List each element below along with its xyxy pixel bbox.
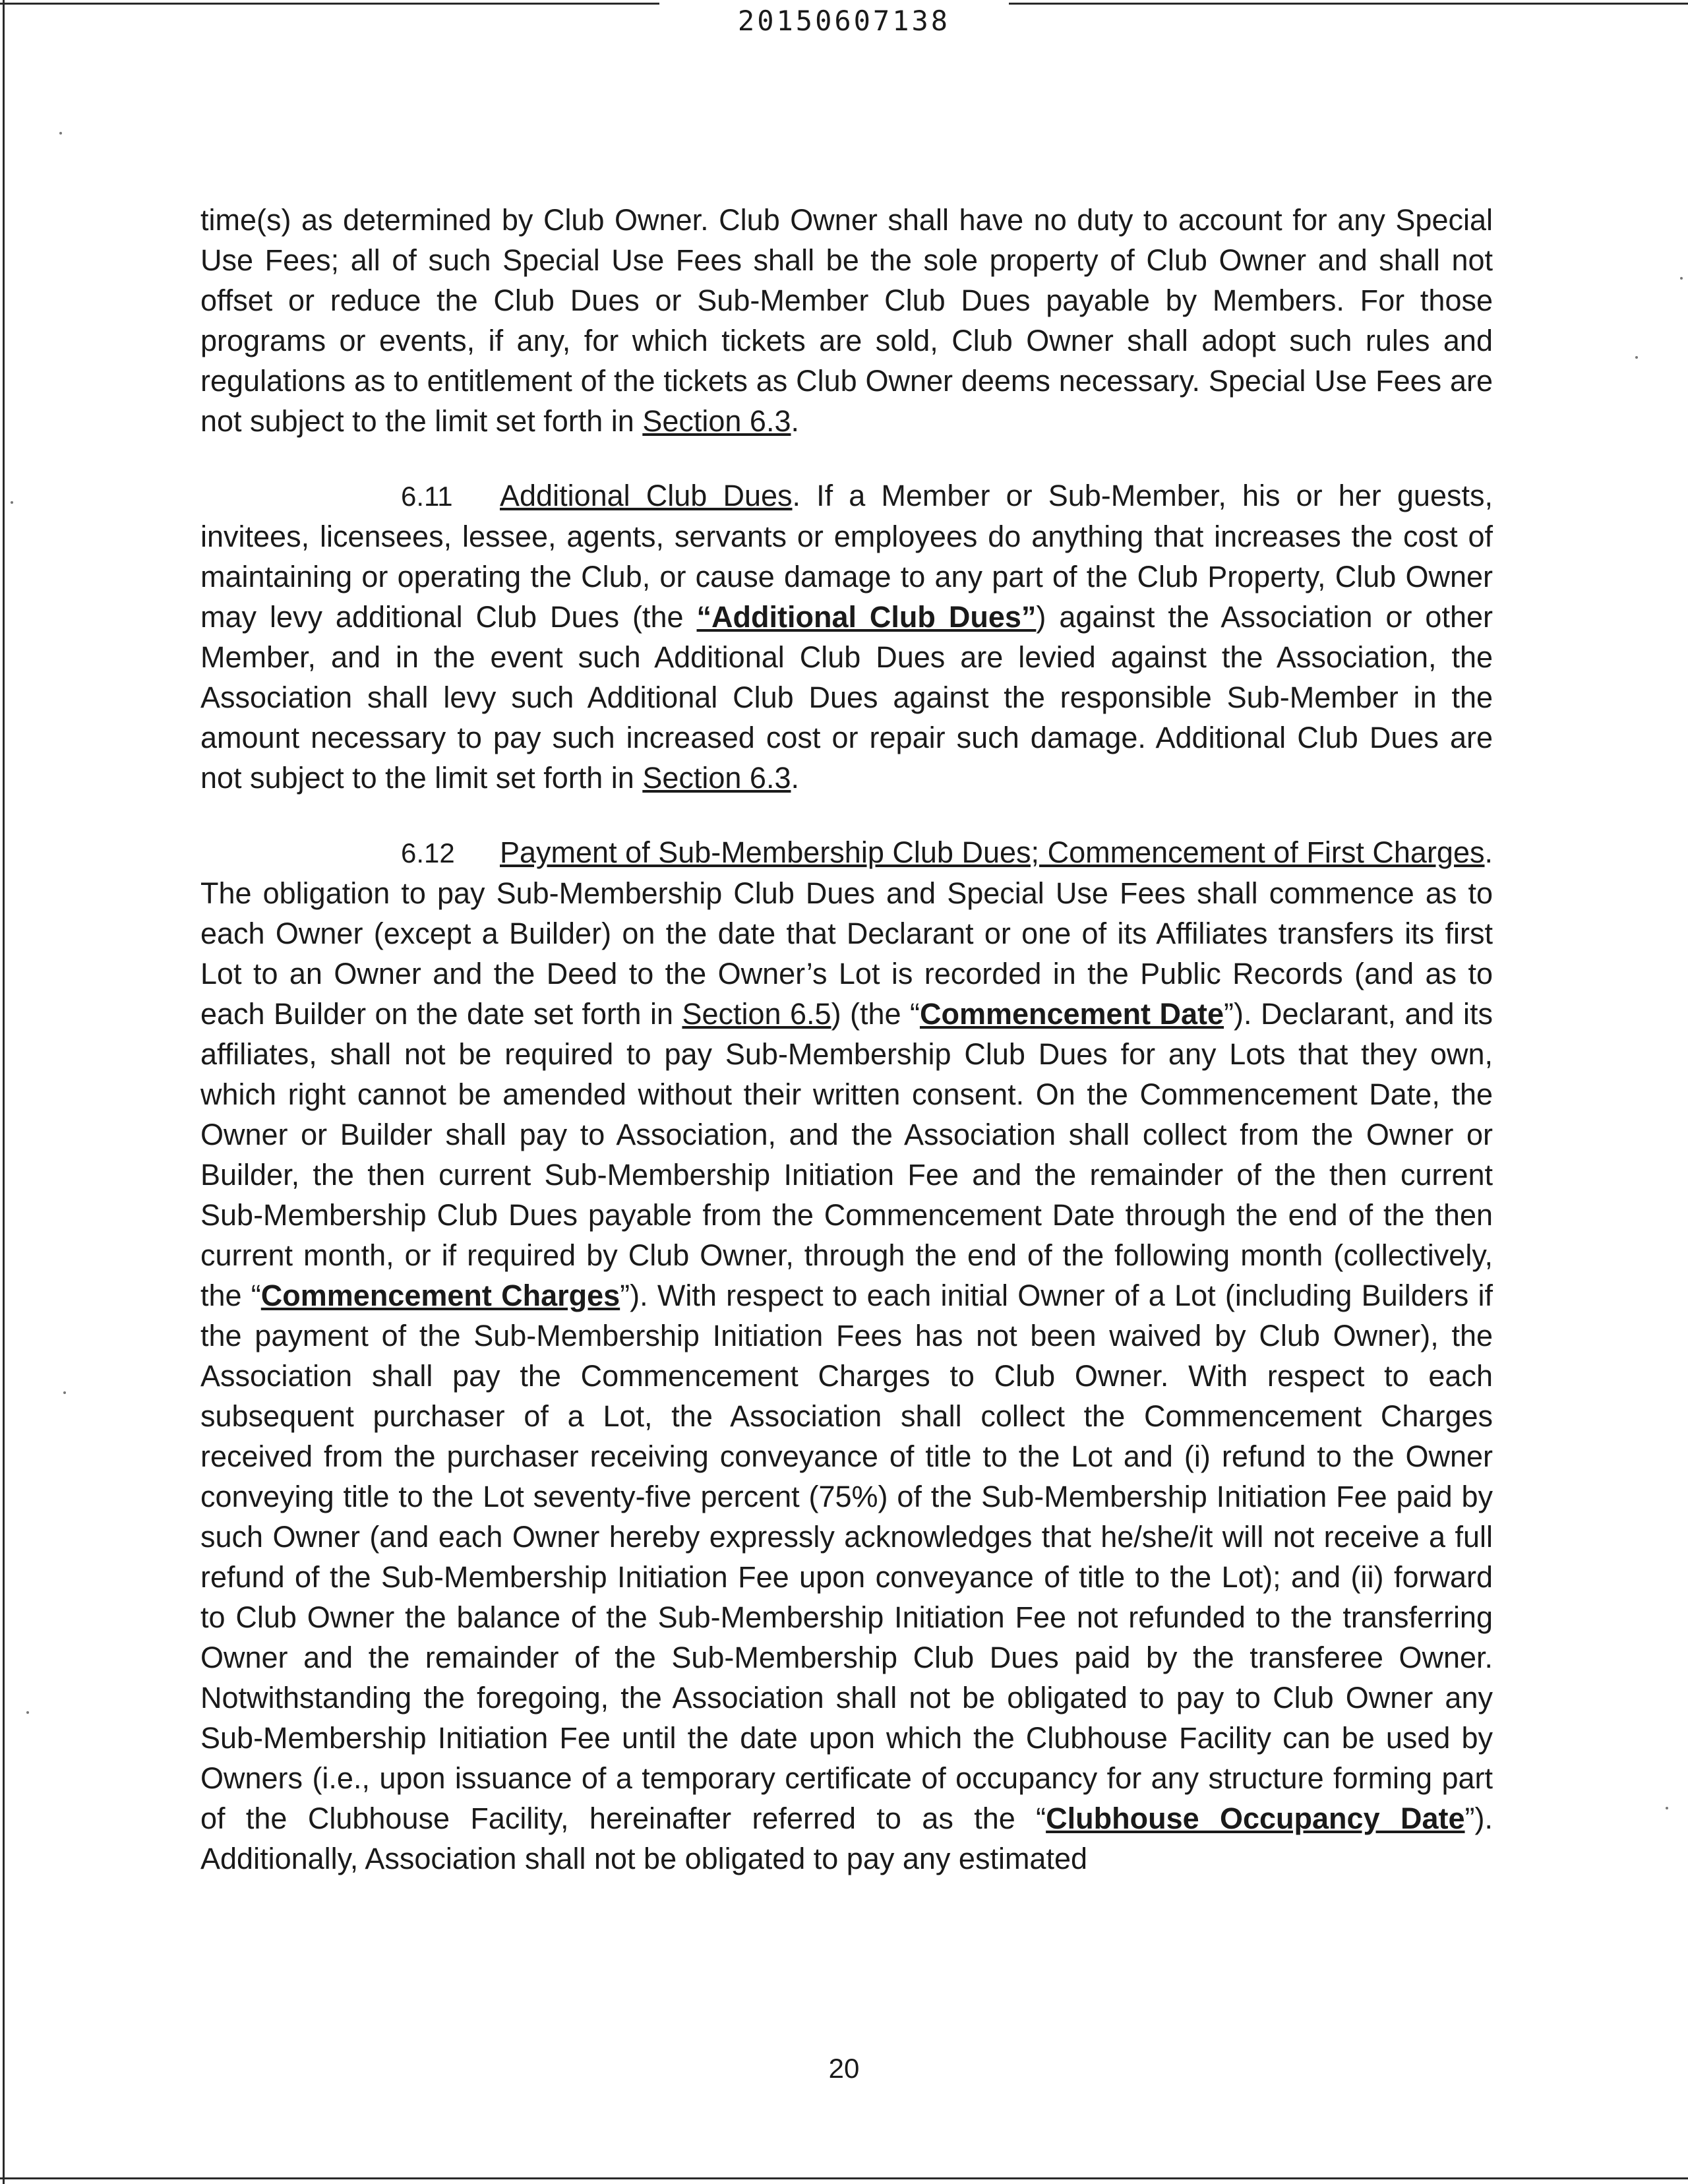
section-reference-link: Section 6.3 <box>642 761 791 795</box>
continuation-paragraph <box>200 200 1493 441</box>
section-number: 6.12 <box>401 837 455 868</box>
document-body <box>200 200 1493 1879</box>
paragraph-text: . If a Member or Sub-Member, his or her guests, invitees, licensees, lessee, agents, servants or employees do anything that increases the cost of maintaining or operating the Club, or cause damage to any part of the Club Property, Club Owner may levy additional Club Dues (the <box>200 479 1493 634</box>
section-6-12-paragraph <box>200 832 1493 1879</box>
scan-speck <box>59 132 62 135</box>
defined-term: Commencement Date <box>919 997 1224 1031</box>
scan-speck <box>1680 277 1683 280</box>
defined-term: Clubhouse Occupancy Date <box>1046 1802 1465 1835</box>
paragraph-text: ) against the Association or other Member, and in the event such Additional Club Dues are levied against the Association, the Association shall levy such Additional Club Dues against the responsible Sub-Member in the amount necessary to pay such increased cost or repair such damage. Additional Club Dues are not subject to the limit set forth in <box>200 600 1493 795</box>
recording-number: 20150607138 <box>737 5 951 37</box>
section-heading: Payment of Sub-Membership Club Dues; Commencement of First Charges <box>500 835 1485 869</box>
paragraph-text: time(s) as determined by Club Owner. Club Owner shall have no duty to account for any Special Use Fees; all of such Special Use Fees shall be the sole property of Club Owner and shall not offset or reduce the Club Dues or Sub-Member Club Dues payable by Members. For those programs or events, if any, for which tickets are sold, Club Owner shall adopt such rules and regulations as to entitlement of the tickets as Club Owner deems necessary. Special Use Fees are not subject to the limit set forth in <box>200 203 1493 438</box>
section-heading: Additional Club Dues <box>500 479 793 512</box>
defined-term: Commencement Charges <box>260 1279 620 1312</box>
scan-speck <box>63 1391 66 1394</box>
defined-term: “Additional Club Dues” <box>696 600 1037 634</box>
section-reference-link: Section 6.5 <box>682 997 831 1031</box>
paragraph-text: ”). Declarant, and its affiliates, shall not be required to pay Sub-Membership Club Dues for any Lots that they own, which right cannot be amended without their written consent. On the Commencement Date, the Owner or Builder shall pay to Association, and the Association shall collect from the Owner or Builder, the then current Sub-Membership Initiation Fee and the remainder of the then current Sub-Membership Club Dues payable from the Commencement Date through the end of the then current month, or if required by Club Owner, through the end of the following month (collectively, the “ <box>200 997 1493 1312</box>
scan-speck <box>1666 1807 1668 1809</box>
scan-border-left <box>3 0 5 2184</box>
paragraph-text: . <box>791 761 799 795</box>
paragraph-text: ) (the “ <box>831 997 920 1031</box>
section-reference-link: Section 6.3 <box>642 404 791 438</box>
section-6-11-paragraph <box>200 475 1493 798</box>
scan-speck <box>11 501 13 504</box>
scan-border-bottom <box>0 2177 1688 2179</box>
scan-speck <box>1635 356 1638 359</box>
paragraph-text: . The obligation to pay Sub-Membership Club Dues and Special Use Fees shall commence as to each Owner (except a Builder) on the date that Declarant or one of its Affiliates transfers its first Lot to an Owner and the Deed to the Owner’s Lot is recorded in the Public Records (and as to each Builder on the date set forth in <box>200 835 1493 1031</box>
paragraph-text: . <box>791 404 799 438</box>
page-number: 20 <box>828 2053 860 2084</box>
paragraph-text: ”). Additionally, Association shall not be obligated to pay any estimated <box>200 1802 1493 1875</box>
section-number: 6.11 <box>401 481 453 512</box>
scan-speck <box>26 1711 29 1714</box>
paragraph-text: ”). With respect to each initial Owner of a Lot (including Builders if the payment of the Sub-Membership Initiation Fees has not been waived by Club Owner), the Association shall pay the Commencement Charges to Club Owner. With respect to each subsequent purchaser of a Lot, the Association shall collect the Commencement Charges received from the purchaser receiving conveyance of title to the Lot and (i) refund to the Owner conveying title to the Lot seventy-five percent (75%) of the Sub-Membership Initiation Fee paid by such Owner (and each Owner hereby expressly acknowledges that he/she/it will not receive a full refund of the Sub-Membership Initiation Fee upon conveyance of title to the Lot); and (ii) forward to Club Owner the balance of the Sub-Membership Initiation Fee not refunded to the transferring Owner and the remainder of the Sub-Membership Club Dues paid by the transferee Owner. Notwithstanding the foregoing, the Association shall not be obligated to pay to Club Owner any Sub-Membership Initiation Fee until the date upon which the Clubhouse Facility can be used by Owners (i.e., upon issuance of a temporary certificate of occupancy for any structure forming part of the Clubhouse Facility, hereinafter referred to as the “ <box>200 1279 1493 1835</box>
